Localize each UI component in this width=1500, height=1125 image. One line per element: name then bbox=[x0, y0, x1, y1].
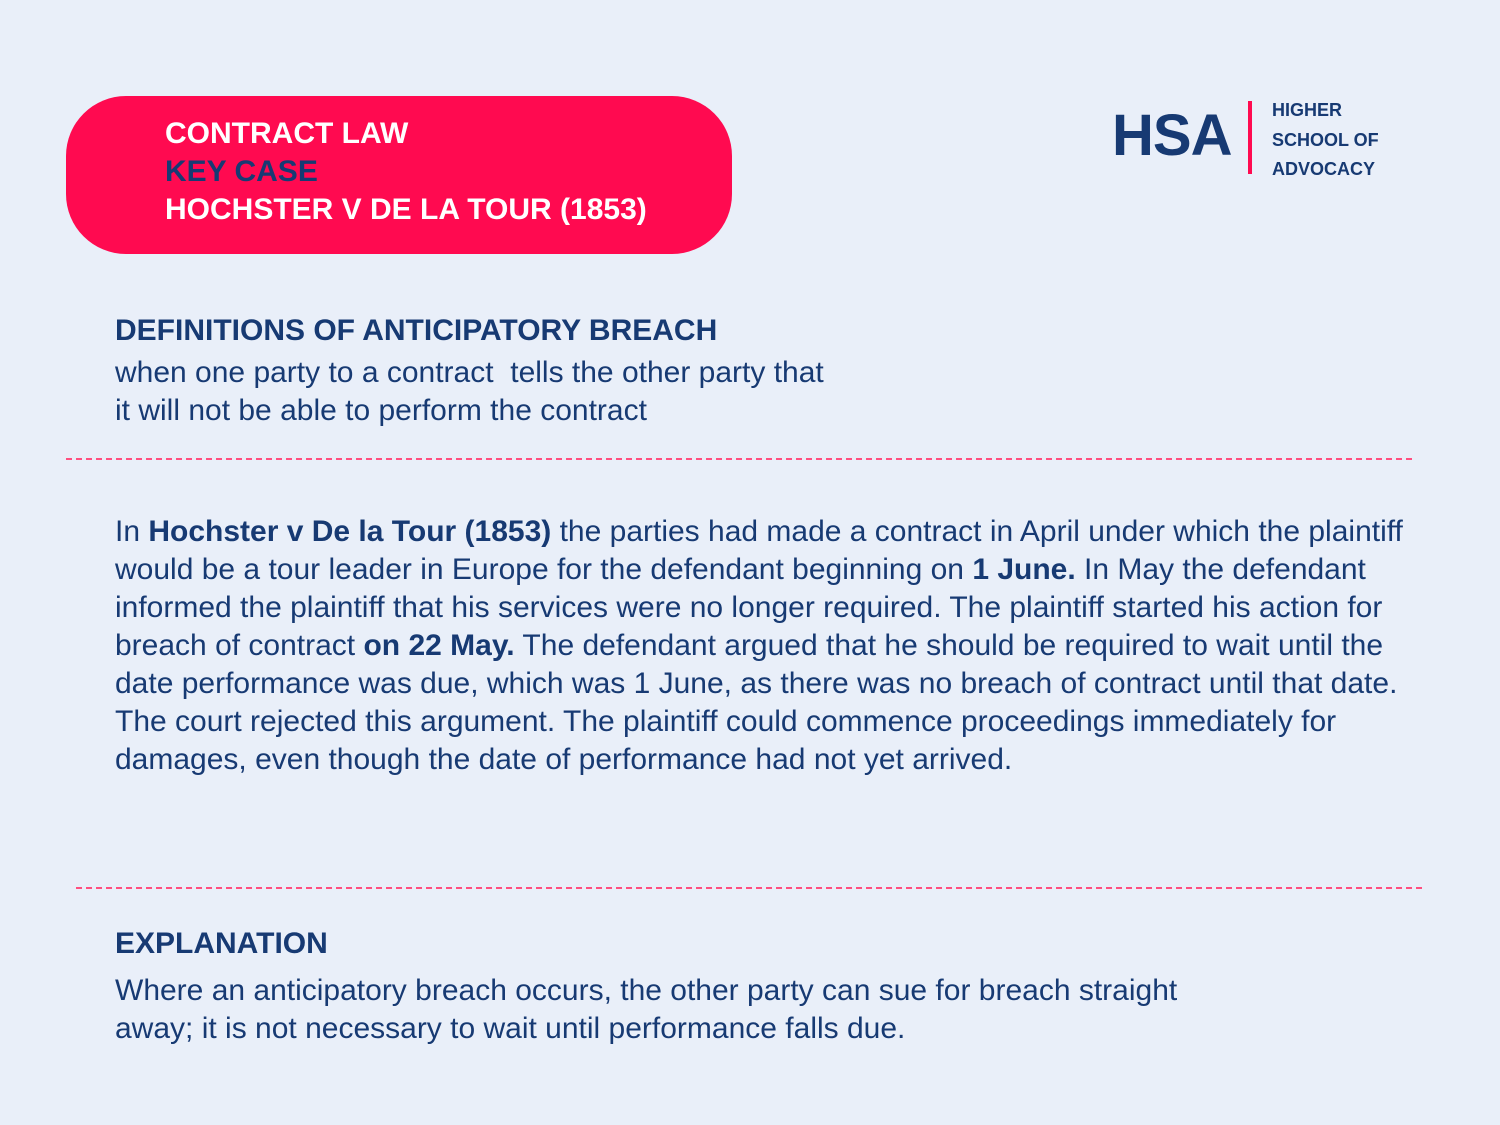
definition-line-2: it will not be able to perform the contract bbox=[115, 394, 647, 427]
definition-line-1: when one party to a contract tells the other party that bbox=[115, 356, 824, 389]
header-subject: CONTRACT LAW bbox=[165, 117, 409, 150]
case-name: Hochster v De la Tour (1853) bbox=[148, 515, 552, 548]
case-date-start: 1 June. bbox=[972, 553, 1076, 586]
explanation-line-2: away; it is not necessary to wait until performance falls due. bbox=[115, 1012, 906, 1045]
section-divider-1 bbox=[66, 458, 1412, 460]
explanation-title: EXPLANATION bbox=[115, 927, 328, 960]
logo-divider bbox=[1248, 101, 1252, 174]
header-banner bbox=[66, 96, 732, 254]
case-summary bbox=[115, 513, 1425, 779]
definition-title: DEFINITIONS OF ANTICIPATORY BREACH bbox=[115, 314, 718, 347]
case-part-2: In May the defendant informed the plaintiff that his services were no longer required. The plaintiff started his action for breach of contract bbox=[115, 553, 1383, 662]
header-category: KEY CASE bbox=[165, 155, 318, 188]
logo-wordmark bbox=[1272, 96, 1379, 185]
definition-text bbox=[115, 354, 1115, 430]
case-part-1: the parties had made a contract in April under which the plaintiff would be a tour leader in Europe for the defendant beginning on bbox=[115, 515, 1403, 586]
case-part-3: The defendant argued that he should be required to wait until the date performance was due, which was 1 June, as there was no breach of contract until that date. The court rejected this argument. The plaintiff could commence proceedings immediately for damages, even though the date of performance had not yet arrived. bbox=[115, 629, 1398, 776]
header-text bbox=[165, 115, 647, 229]
explanation-text bbox=[115, 972, 1435, 1048]
explanation-line-1: Where an anticipatory breach occurs, the other party can sue for breach straight bbox=[115, 974, 1178, 1007]
header-case-title: HOCHSTER V DE LA TOUR (1853) bbox=[165, 193, 647, 226]
logo-word-2: SCHOOL OF bbox=[1272, 129, 1379, 150]
case-date-action: on 22 May. bbox=[363, 629, 515, 662]
section-divider-2 bbox=[76, 887, 1422, 889]
logo-word-3: ADVOCACY bbox=[1272, 159, 1376, 179]
logo-mark: HSA bbox=[1112, 103, 1232, 168]
logo-word-1: HIGHER bbox=[1272, 100, 1343, 120]
case-intro: In bbox=[115, 515, 149, 548]
